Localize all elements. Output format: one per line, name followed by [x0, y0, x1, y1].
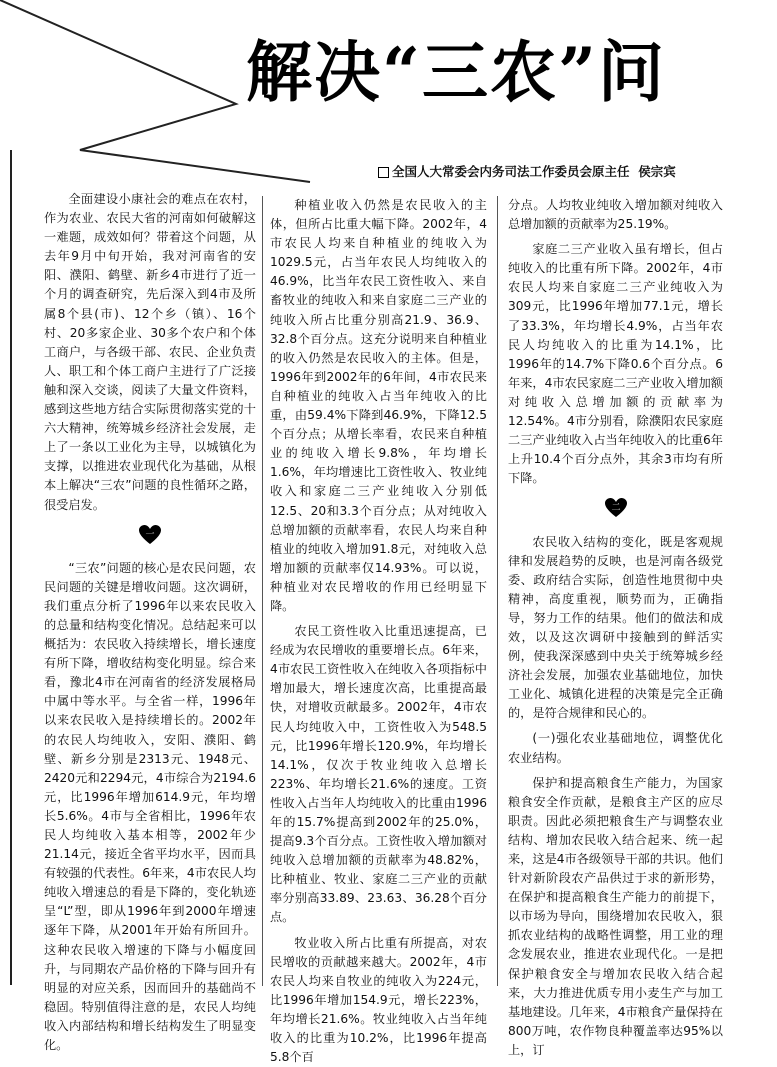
- heart-icon: [605, 498, 627, 518]
- section-heart-mark-1: [44, 525, 256, 551]
- section-heading: (一)强化农业基础地位，调整优化农业结构。: [508, 731, 723, 765]
- section-heart-mark-2: [508, 498, 723, 524]
- heart-mark-text: 二: [610, 503, 621, 514]
- paragraph: 家庭二三产业收入虽有增长，但占纯收入的比重有所下降。2002年，4市农民人均来自家庭二三产业纯收入为309元，比1996年增加77.1元，增长了33.3%，年均增长4.9%，占当年农民人均纯收入的比重为14.1%，比1996年的14.7%下降0.6个百分点。6年来，4市农民家庭二三产业收入增加额对纯收入总增加额的贡献率为12.54%。4市分别看，除濮阳农民家庭二三产业纯收入占当年纯收入的比重6年上升10.4个百分点外，其余3市均有所下降。: [508, 242, 723, 486]
- paragraph: 牧业收入所占比重有所提高，对农民增收的贡献越来越大。2002年，4市农民人均来自牧业的纯收入为224元，比1996年增加154.9元，增长223%，年均增长21.6%。牧业纯收入占当年纯收入的比重为10.2%，比1996年提高5.8个百: [270, 935, 487, 1065]
- heart-icon: [139, 525, 161, 545]
- paragraph: 农民收入结构的变化，既是客观规律和发展趋势的反映，也是河南各级党委、政府结合实际，创造性地贯彻中央精神，高度重视，顺势而为，正确指导，努力工作的结果。他们的做法和成效，以及这次调研中接触到的鲜活实例，使我深深感到中央关于统筹城乡经济社会发展，加强农业基础地位，加快工业化、城镇化进程的决策是完全正确的，是符合规律和民心的。: [508, 534, 723, 721]
- article-column-1: [44, 190, 256, 1055]
- heart-mark-text: 一: [145, 529, 155, 540]
- author-name: 侯宗宾: [638, 164, 676, 179]
- column-divider: [497, 196, 498, 986]
- frame-left-border: [10, 150, 12, 985]
- paragraph: “三农”问题的核心是农民问题，农民问题的关键是增收问题。这次调研，我们重点分析了1996年以来农民收入的总量和结构变化情况。总结起来可以概括为：农民收入持续增长，增长速度有所下降，增收结构变化明显。综合来看，豫北4市在河南省的经济发展格局中属中等水平。与全省一样，1996年以来农民收入是持续增长的。2002年的农民人均纯收入，安阳、濮阳、鹤壁、新乡分别是2313元、1948元、2420元和2294元，4市综合为2194.6元，比1996年增加614.9元，年均增长5.6%。4市与全省相比，1996年农民人均纯收入基本相等，2002年少21.14元，接近全省平均水平，因而具有较强的代表性。6年来，4市农民人均纯收入增速总的看是下降的，变化轨迹呈“L”型，即从1996年到2000年增速逐年下降，从2001年开始有所回升。这种农民收入增速的下降与小幅度回升，与同期农产品价格的下降与回升有明显的对应关系，因而回升的基础尚不稳固。特别值得注意的是，农民人均纯收入内部结构和增长结构发生了明显变化。: [44, 560, 256, 1053]
- article-column-2: [270, 196, 487, 1067]
- author-title: 全国人大常委会内务司法工作委员会原主任: [392, 164, 630, 179]
- paragraph: 保护和提高粮食生产能力，为国家粮食安全作贡献，是粮食主产区的应尽职责。因此必须把粮食生产与调整农业结构、增加农民收入结合起来、统一起来，这是4市各级领导干部的共识。他们针对新阶段农产品供过于求的新形势，在保护和提高粮食生产能力的前提下，以市场为导向，围绕增加农民收入，狠抓农业结构的战略性调整，用工业的理念发展农业，推进农业现代化。一是把保护粮食安全与增加农民收入结合起来，大力推进优质专用小麦生产与加工基地建设。几年来，4市粮食产量保持在800万吨，农作物良种覆盖率达95%以上，订: [508, 775, 723, 1057]
- headline: 解决“三农”问: [246, 33, 666, 111]
- column-divider: [262, 196, 263, 986]
- paragraph: 种植业收入仍然是农民收入的主体，但所占比重大幅下降。2002年，4市农民人均来自种植业的纯收入为1029.5元，占当年农民人均纯收入的46.9%，比当年农民工资性收入、来自畜牧业的纯收入和来自家庭二三产业的纯收入所占比重分别高21.9、36.9、32.8个百分点。这充分说明来自种植业的收入仍然是农民收入的主体。但是，1996年到2002年的6年间，4市农民来自种植业的纯收入占当年纯收入的比重，由59.4%下降到46.9%，下降12.5个百分点；从增长率看，农民来自种植业的纯收入增长9.8%，年均增长1.6%，年均增速比工资性收入、牧业纯收入和家庭二三产业纯收入分别低12.5、20和3.3个百分点；从对纯收入总增加额的贡献率看，农民人均来自种植业的纯收入增加91.8元，对纯收入总增加额的贡献率仅14.93%。可以说，种植业对农民增收的作用已经明显下降。: [270, 198, 487, 613]
- paragraph: 分点。人均牧业纯收入增加额对纯收入总增加额的贡献率为25.19%。: [508, 198, 723, 232]
- paragraph: 全面建设小康社会的难点在农村，作为农业、农民大省的河南如何破解这一难题，成效如何？带着这个问题，从去年9月中旬开始，我对河南省的安阳、濮阳、鹤壁、新乡4市进行了近一个月的调查研究，先后深入到4市及所属8个县(市)、12个乡（镇）、16个村、20多家企业、30多个农户和个体工商户，与各级干部、农民、企业负责人、职工和个体工商户主进行了广泛接触和深入交谈，阅读了大量文件资料，感到这些地方结合实际贯彻落实党的十六大精神，统筹城乡经济社会发展，走上了一条以工业化为主导，以城镇化为支撑，以推进农业现代化为基础，从根本上解决“三农”问题的良性循环之路，很受启发。: [44, 192, 256, 512]
- article-column-3: [508, 196, 723, 1060]
- byline-box-icon: [378, 167, 389, 178]
- byline: [378, 162, 676, 180]
- paragraph: 农民工资性收入比重迅速提高，已经成为农民增收的重要增长点。6年来，4市农民工资性收入在纯收入各项指标中增加最大，增长速度次高，比重提高最快，对增收贡献最多。2002年，4市农民人均纯收入中，工资性收入为548.5元，比1996年增长120.9%，年均增长14.1%，仅次于牧业纯收入总增长223%、年均增长21.6%的速度。工资性收入占当年人均纯收入的比重由1996年的15.7%提高到2002年的25.0%，提高9.3个百分点。工资性收入增加额对纯收入总增加额的贡献率为48.82%，比种植业、牧业、家庭二三产业的贡献率分别高33.89、23.63、36.28个百分点。: [270, 624, 487, 925]
